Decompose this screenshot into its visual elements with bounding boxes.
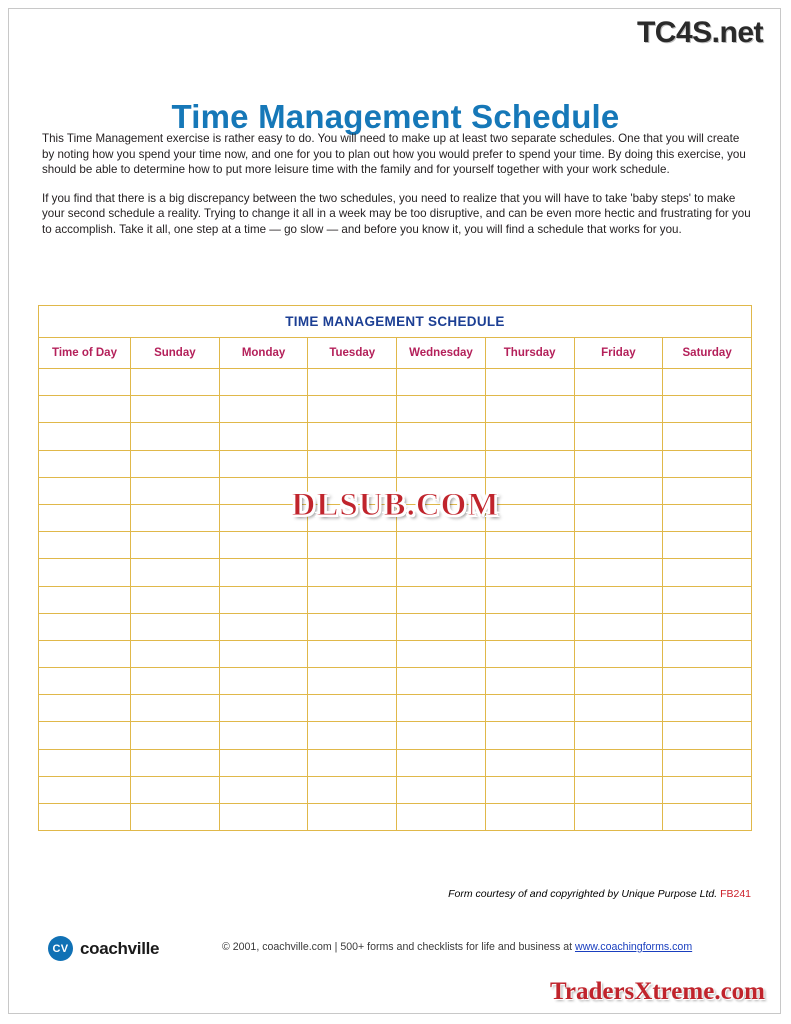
schedule-cell[interactable] — [574, 369, 663, 396]
column-header-wednesday: Wednesday — [397, 338, 486, 369]
table-row — [39, 722, 752, 749]
table-row — [39, 776, 752, 803]
courtesy-text: Form courtesy of and copyrighted by Unique Purpose Ltd. — [448, 888, 718, 900]
schedule-cell[interactable] — [663, 396, 752, 423]
watermark-bottom-right: TradersXtreme.com — [550, 978, 765, 1005]
schedule-cell[interactable] — [574, 532, 663, 559]
table-row — [39, 668, 752, 695]
schedule-cell[interactable] — [663, 640, 752, 667]
schedule-cell[interactable] — [663, 477, 752, 504]
schedule-cell[interactable] — [308, 477, 397, 504]
schedule-cell[interactable] — [574, 450, 663, 477]
schedule-cell[interactable] — [663, 613, 752, 640]
schedule-cell[interactable] — [131, 559, 220, 586]
schedule-cell[interactable] — [574, 586, 663, 613]
schedule-cell[interactable] — [131, 369, 220, 396]
schedule-cell[interactable] — [39, 450, 131, 477]
intro-paragraph-1: This Time Management exercise is rather easy to do. You will need to make up at least two separate schedules. One that you will create by noting how you spend your time now, and one for you to plan out how you would prefer to spend your time. By doing this exercise, you should be able to determine how to put more leisure time with the family and for yourself together with your work schedule. — [42, 132, 746, 176]
schedule-cell[interactable] — [574, 559, 663, 586]
schedule-cell[interactable] — [397, 532, 486, 559]
schedule-cell[interactable] — [397, 477, 486, 504]
column-header-monday: Monday — [219, 338, 308, 369]
schedule-cell[interactable] — [663, 504, 752, 531]
schedule-cell[interactable] — [397, 668, 486, 695]
schedule-cell[interactable] — [485, 369, 574, 396]
schedule-cell[interactable] — [663, 532, 752, 559]
schedule-cell[interactable] — [397, 423, 486, 450]
schedule-cell[interactable] — [308, 722, 397, 749]
schedule-cell[interactable] — [308, 450, 397, 477]
schedule-cell[interactable] — [219, 559, 308, 586]
schedule-cell[interactable] — [397, 450, 486, 477]
schedule-cell[interactable] — [39, 722, 131, 749]
table-caption-row — [39, 306, 752, 338]
schedule-cell[interactable] — [574, 504, 663, 531]
schedule-cell[interactable] — [663, 722, 752, 749]
footer — [0, 936, 791, 966]
schedule-cell[interactable] — [574, 613, 663, 640]
schedule-cell[interactable] — [131, 396, 220, 423]
schedule-cell[interactable] — [485, 477, 574, 504]
schedule-cell[interactable] — [574, 804, 663, 831]
schedule-cell[interactable] — [308, 532, 397, 559]
schedule-cell[interactable] — [485, 804, 574, 831]
schedule-cell[interactable] — [308, 504, 397, 531]
schedule-cell[interactable] — [485, 504, 574, 531]
schedule-cell[interactable] — [219, 504, 308, 531]
schedule-cell[interactable] — [397, 586, 486, 613]
copyright-text: © 2001, coachville.com | 500+ forms and checklists for life and business at — [222, 941, 575, 953]
schedule-cell[interactable] — [308, 640, 397, 667]
schedule-cell[interactable] — [219, 423, 308, 450]
courtesy-line — [448, 888, 751, 900]
table-row — [39, 477, 752, 504]
schedule-cell[interactable] — [219, 450, 308, 477]
schedule-table-wrapper — [38, 305, 752, 831]
schedule-cell[interactable] — [39, 613, 131, 640]
schedule-cell[interactable] — [308, 668, 397, 695]
schedule-cell[interactable] — [131, 695, 220, 722]
schedule-cell[interactable] — [574, 423, 663, 450]
schedule-cell[interactable] — [219, 695, 308, 722]
schedule-cell[interactable] — [574, 640, 663, 667]
schedule-cell[interactable] — [219, 532, 308, 559]
schedule-cell[interactable] — [308, 396, 397, 423]
schedule-cell[interactable] — [219, 613, 308, 640]
schedule-cell[interactable] — [39, 749, 131, 776]
schedule-cell[interactable] — [663, 776, 752, 803]
schedule-cell[interactable] — [39, 776, 131, 803]
schedule-cell[interactable] — [397, 749, 486, 776]
schedule-cell[interactable] — [219, 396, 308, 423]
schedule-cell[interactable] — [485, 776, 574, 803]
table-body — [39, 369, 752, 831]
copyright-line — [222, 941, 692, 953]
table-row — [39, 749, 752, 776]
schedule-cell[interactable] — [219, 477, 308, 504]
schedule-cell[interactable] — [308, 804, 397, 831]
schedule-cell[interactable] — [397, 613, 486, 640]
watermark-top-right: TC4S.net — [636, 16, 763, 49]
schedule-cell[interactable] — [308, 695, 397, 722]
coachingforms-link[interactable]: www.coachingforms.com — [574, 941, 693, 953]
table-row — [39, 804, 752, 831]
schedule-cell[interactable] — [397, 504, 486, 531]
schedule-cell[interactable] — [574, 477, 663, 504]
coachville-brand — [48, 936, 159, 961]
schedule-cell[interactable] — [131, 776, 220, 803]
schedule-cell[interactable] — [308, 369, 397, 396]
schedule-cell[interactable] — [485, 559, 574, 586]
table-row — [39, 504, 752, 531]
schedule-cell[interactable] — [574, 668, 663, 695]
schedule-cell[interactable] — [397, 776, 486, 803]
page-title: Time Management Schedule — [171, 98, 620, 136]
schedule-cell[interactable] — [397, 695, 486, 722]
schedule-cell[interactable] — [131, 668, 220, 695]
column-header-thursday: Thursday — [485, 338, 574, 369]
schedule-cell[interactable] — [39, 396, 131, 423]
column-header-tuesday: Tuesday — [308, 338, 397, 369]
schedule-cell[interactable] — [397, 804, 486, 831]
schedule-cell[interactable] — [39, 559, 131, 586]
form-code: FB241 — [720, 888, 751, 900]
table-caption: TIME MANAGEMENT SCHEDULE — [39, 306, 752, 338]
schedule-cell[interactable] — [485, 396, 574, 423]
schedule-cell[interactable] — [397, 369, 486, 396]
schedule-cell[interactable] — [308, 586, 397, 613]
schedule-cell[interactable] — [39, 369, 131, 396]
schedule-cell[interactable] — [131, 504, 220, 531]
schedule-cell[interactable] — [308, 423, 397, 450]
schedule-cell[interactable] — [131, 804, 220, 831]
table-row — [39, 586, 752, 613]
table-row — [39, 613, 752, 640]
schedule-cell[interactable] — [39, 668, 131, 695]
schedule-cell[interactable] — [485, 668, 574, 695]
schedule-cell[interactable] — [219, 668, 308, 695]
schedule-cell[interactable] — [131, 532, 220, 559]
schedule-cell[interactable] — [485, 640, 574, 667]
schedule-cell[interactable] — [574, 396, 663, 423]
schedule-cell[interactable] — [485, 749, 574, 776]
column-header-sunday: Sunday — [131, 338, 220, 369]
schedule-cell[interactable] — [39, 695, 131, 722]
schedule-table — [38, 305, 752, 831]
schedule-cell[interactable] — [663, 749, 752, 776]
schedule-cell[interactable] — [574, 749, 663, 776]
schedule-cell[interactable] — [663, 668, 752, 695]
column-header-time-of-day: Time of Day — [39, 338, 131, 369]
schedule-cell[interactable] — [663, 804, 752, 831]
schedule-cell[interactable] — [485, 423, 574, 450]
table-row — [39, 695, 752, 722]
schedule-cell[interactable] — [219, 776, 308, 803]
intro-paragraph-2: If you find that there is a big discrepancy between the two schedules, you need to realize that you will have to take 'baby steps' to make your second schedule a reality. Trying to change it all in a week may be too disruptive, and can be even more hectic and frustrating for you to accomplish. Take it all, one step at a time — go slow — and before you know it, you will find a schedule that works for you. — [42, 191, 751, 236]
intro-text — [42, 131, 752, 250]
schedule-cell[interactable] — [308, 776, 397, 803]
cv-logo-icon: CV — [48, 936, 73, 961]
schedule-cell[interactable] — [219, 586, 308, 613]
schedule-cell[interactable] — [131, 722, 220, 749]
schedule-cell[interactable] — [131, 586, 220, 613]
table-row — [39, 559, 752, 586]
schedule-cell[interactable] — [663, 559, 752, 586]
schedule-cell[interactable] — [397, 559, 486, 586]
column-header-friday: Friday — [574, 338, 663, 369]
schedule-cell[interactable] — [219, 640, 308, 667]
schedule-cell[interactable] — [574, 722, 663, 749]
schedule-cell[interactable] — [39, 532, 131, 559]
schedule-cell[interactable] — [219, 804, 308, 831]
schedule-cell[interactable] — [663, 586, 752, 613]
schedule-cell[interactable] — [663, 695, 752, 722]
schedule-cell[interactable] — [39, 423, 131, 450]
table-row — [39, 396, 752, 423]
schedule-cell[interactable] — [131, 749, 220, 776]
schedule-cell[interactable] — [219, 749, 308, 776]
schedule-cell[interactable] — [663, 369, 752, 396]
schedule-cell[interactable] — [308, 749, 397, 776]
schedule-cell[interactable] — [397, 640, 486, 667]
schedule-cell[interactable] — [574, 776, 663, 803]
schedule-cell[interactable] — [39, 804, 131, 831]
table-row — [39, 532, 752, 559]
table-row — [39, 423, 752, 450]
schedule-cell[interactable] — [485, 532, 574, 559]
schedule-cell[interactable] — [485, 586, 574, 613]
table-row — [39, 450, 752, 477]
schedule-cell[interactable] — [131, 477, 220, 504]
schedule-cell[interactable] — [39, 504, 131, 531]
schedule-cell[interactable] — [485, 722, 574, 749]
schedule-cell[interactable] — [485, 450, 574, 477]
schedule-cell[interactable] — [39, 640, 131, 667]
schedule-cell[interactable] — [131, 640, 220, 667]
table-row — [39, 640, 752, 667]
brand-name: coachville — [80, 938, 160, 958]
watermark-center-text: DLSUB.COM — [291, 487, 500, 523]
schedule-cell[interactable] — [574, 695, 663, 722]
schedule-cell[interactable] — [397, 396, 486, 423]
schedule-cell[interactable] — [485, 613, 574, 640]
column-header-saturday: Saturday — [663, 338, 752, 369]
schedule-cell[interactable] — [39, 586, 131, 613]
schedule-cell[interactable] — [663, 423, 752, 450]
table-row — [39, 369, 752, 396]
schedule-cell[interactable] — [131, 423, 220, 450]
schedule-cell[interactable] — [663, 450, 752, 477]
schedule-cell[interactable] — [219, 369, 308, 396]
schedule-cell[interactable] — [308, 613, 397, 640]
schedule-cell[interactable] — [397, 722, 486, 749]
schedule-cell[interactable] — [39, 477, 131, 504]
schedule-cell[interactable] — [219, 722, 308, 749]
schedule-cell[interactable] — [131, 450, 220, 477]
table-header-row — [39, 338, 752, 369]
schedule-cell[interactable] — [485, 695, 574, 722]
schedule-cell[interactable] — [131, 613, 220, 640]
schedule-cell[interactable] — [308, 559, 397, 586]
